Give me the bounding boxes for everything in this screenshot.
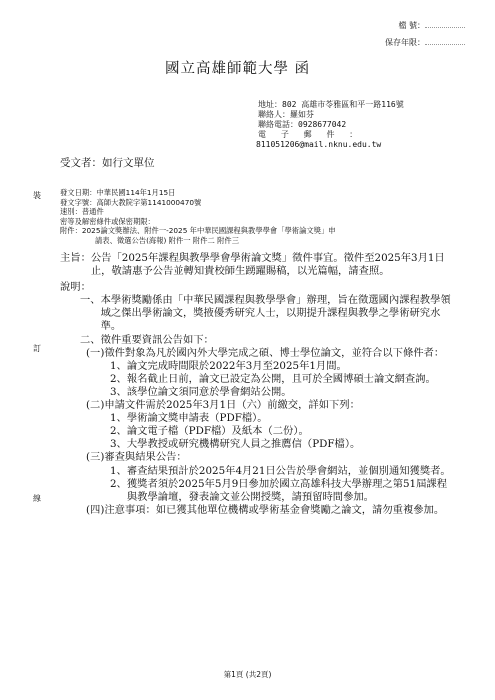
confidentiality: 密等及解密條件或保密期限： (60, 216, 155, 226)
retention-period-field (385, 37, 465, 48)
point-text: 該學位論文須同意於學會網站公開。 (126, 385, 292, 398)
point-text: 獲獎者須於2025年5月9日參加於國立高雄科技大學辦理之第51屆課程與教學論壇，發表論文並公開授獎，請預留時間參加。 (126, 477, 447, 503)
subject-label: 主旨： (60, 252, 91, 264)
sub-item-text: 注意事項：如已獲其他單位機構或學術基金會獎勵之論文，請勿重複參加。 (104, 503, 445, 516)
contact-email: 811051206@mail.nknu.edu.tw (256, 140, 382, 149)
point-number: 2、 (110, 372, 127, 385)
contact-block (258, 100, 404, 150)
point-number: 2、 (110, 425, 127, 438)
attachment-list-continued: 請表、徵選公告(海報) 附件一 附件二 附件三 (95, 235, 239, 245)
point-text: 論文電子檔（PDF檔）及紙本（二份）。 (126, 425, 309, 438)
sub2-point-3 (60, 438, 452, 451)
page-footer: 第1頁 (共2頁) (223, 670, 272, 679)
sub1-point-2 (60, 373, 452, 386)
explanation-item-2 (60, 334, 452, 347)
file-number-field (398, 20, 465, 31)
issue-number: 發文字號：高師大教院字第1141000470號 (60, 197, 202, 207)
point-text: 論文完成時間限於2022年3月至2025年1月間。 (126, 359, 347, 372)
sub3-point-2 (60, 478, 452, 504)
retention-period-label: 保存年限： (385, 38, 425, 47)
sub-item-1 (60, 347, 452, 360)
point-text: 學術論文獎申請表（PDF檔）。 (126, 412, 268, 425)
item-text: 徵件重要資訊公告如下： (100, 333, 214, 346)
point-text: 報名截止日前，論文已設定為公開，且可於全國博碩士論文網查詢。 (126, 372, 436, 385)
item-number: 一、 (80, 294, 101, 307)
binding-mark-ding: 訂 (33, 344, 41, 353)
sub1-point-3 (60, 386, 452, 399)
point-text: 審查結果預計於2025年4月21日公告於學會網站，並個別通知獲獎者。 (126, 464, 451, 477)
issue-date: 發文日期：中華民國114年1月15日 (60, 188, 176, 197)
explanation-item-1 (60, 294, 452, 333)
point-number: 2、 (110, 477, 127, 490)
document-meta (60, 188, 336, 246)
point-number: 1、 (110, 412, 127, 425)
delivery-speed: 速別：普通件 (60, 207, 104, 217)
binding-mark-zhuang: 裝 (33, 191, 41, 200)
sub-item-2 (60, 399, 452, 412)
item-text: 本學術獎勵係由「中華民國課程與教學學會」辦理，旨在徵選國內課程教學領域之傑出學術論文，獎掖優秀研究人士，以期提升課程與教學之學術研究水準。 (100, 294, 451, 333)
subject-row (60, 252, 452, 278)
sub-item-text: 申請文件需於2025年3月1日（六）前繳交，詳如下列： (104, 399, 360, 412)
contact-person: 聯絡人：羅如芬 (258, 110, 314, 119)
binding-mark-xian: 線 (33, 494, 41, 503)
recipient: 受文者：如行文單位 (60, 157, 155, 169)
document-title: 國立高雄師範大學 函 (165, 61, 311, 77)
sub-item-3 (60, 451, 452, 464)
sub-item-number: (三) (86, 451, 105, 464)
point-text: 大學教授或研究機構研究人員之推薦信（PDF檔）。 (126, 438, 361, 451)
sub1-point-1 (60, 360, 452, 373)
sub2-point-2 (60, 425, 452, 438)
sub-item-text: 審查與結果公告： (104, 451, 187, 464)
sub3-point-1 (60, 465, 452, 478)
sub-item-number: (二) (86, 399, 105, 412)
contact-email-label: 電 子 郵 件 ： (258, 130, 363, 139)
sub-item-4 (60, 504, 452, 517)
point-number: 1、 (110, 359, 127, 372)
contact-phone: 聯絡電話：0928677042 (258, 120, 347, 129)
attachment-list: 附件：2025論文獎辦法、附件一-2025 年中華民國課程與教學學會「學術論文獎」申 (60, 226, 336, 236)
point-number: 3、 (110, 385, 127, 398)
sub-item-number: (四) (86, 503, 105, 516)
sub-item-text: 徵件對象為凡於國內外大學完成之碩、博士學位論文，並符合以下條件者： (104, 346, 445, 359)
sub-item-number: (一) (86, 346, 105, 359)
explanation-label: 說明： (60, 281, 91, 294)
point-number: 3、 (110, 438, 127, 451)
sub2-point-1 (60, 412, 452, 425)
document-body (60, 252, 452, 517)
item-number: 二、 (80, 333, 101, 346)
subject-text: 公告「2025年課程與教學學會學術論文獎」徵件事宜。徵件至2025年3月1日止，敬請惠予公告並轉知貴校師生踴躍賜稿，以光篇幅，請查照。 (90, 252, 445, 278)
file-number-label: 檔 號： (398, 21, 425, 30)
point-number: 1、 (110, 464, 127, 477)
contact-address: 地址：802 高雄市苓雅區和平一路116號 (258, 100, 404, 109)
